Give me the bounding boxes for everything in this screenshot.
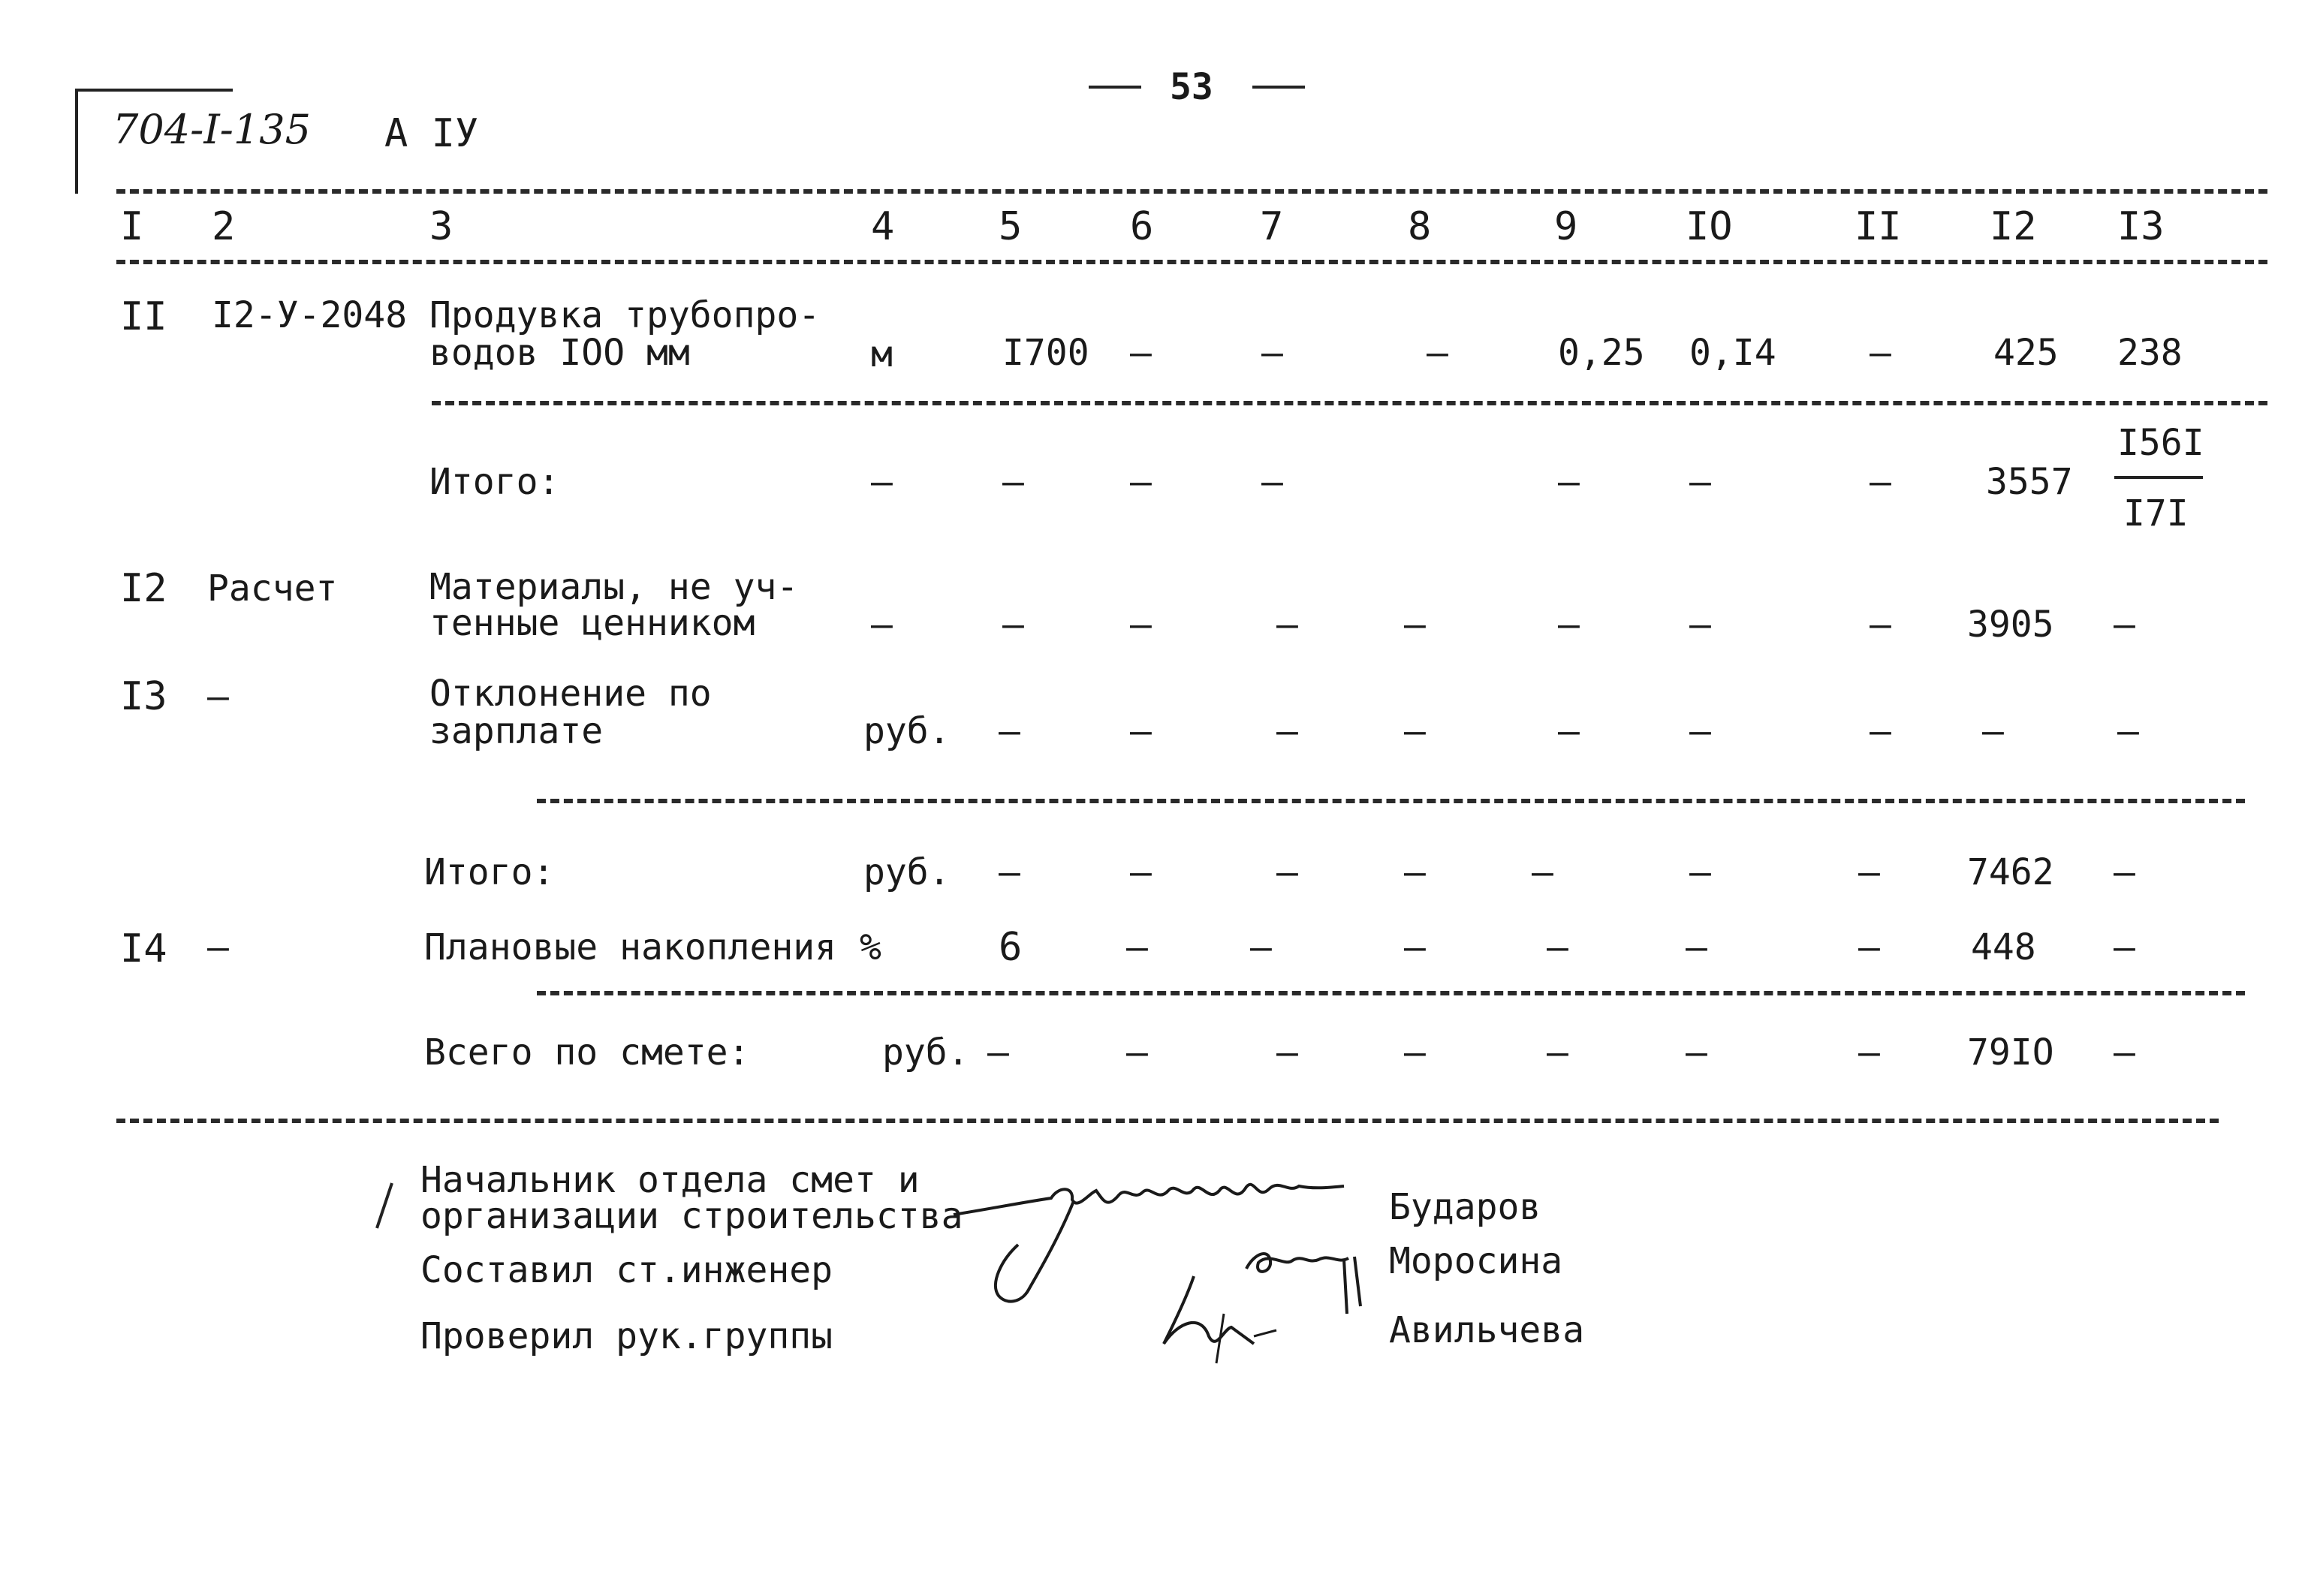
col-num-6: 6 bbox=[1130, 204, 1154, 249]
cell-7: – bbox=[1276, 710, 1298, 752]
cell-9: – bbox=[1558, 461, 1580, 503]
col-num-10: IO bbox=[1686, 204, 1733, 249]
cell-10: – bbox=[1689, 604, 1711, 646]
cell-6: – bbox=[1130, 851, 1152, 893]
cell-12: 79IO bbox=[1967, 1031, 2054, 1074]
cell-11: – bbox=[1870, 332, 1891, 374]
cell-8: – bbox=[1404, 851, 1426, 893]
checker-name: Авильчева bbox=[1389, 1309, 1585, 1351]
page-number-dash-right bbox=[1252, 86, 1305, 89]
cell-10: 0,I4 bbox=[1689, 332, 1776, 374]
cell-12: 448 bbox=[1971, 926, 2036, 968]
cell-9: – bbox=[1558, 604, 1580, 646]
cell-6: – bbox=[1130, 604, 1152, 646]
fraction-numerator: I56I bbox=[2117, 422, 2204, 464]
unit: руб. bbox=[882, 1031, 969, 1074]
cell-8: – bbox=[1427, 332, 1448, 374]
cell-6: – bbox=[1130, 710, 1152, 752]
col-num-4: 4 bbox=[871, 204, 895, 249]
item-name-line2: водов IOO мм bbox=[429, 332, 690, 374]
cell-7: – bbox=[1261, 332, 1283, 374]
cell-13: – bbox=[2114, 604, 2135, 646]
corner-mark-left bbox=[75, 89, 78, 194]
col-num-3: 3 bbox=[429, 204, 453, 249]
cell-8: – bbox=[1404, 710, 1426, 752]
compiler-title: Составил ст.инженер bbox=[420, 1249, 833, 1291]
cell-12: 3557 bbox=[1986, 461, 2073, 503]
cell-6: – bbox=[1130, 332, 1152, 374]
col-num-8: 8 bbox=[1408, 204, 1432, 249]
cell-10: – bbox=[1689, 461, 1711, 503]
cell-10: – bbox=[1689, 851, 1711, 893]
cell-9: – bbox=[1558, 710, 1580, 752]
price-code: Расчет bbox=[207, 568, 338, 610]
item-name-line1: Продувка трубопро- bbox=[429, 294, 821, 336]
cell-11: – bbox=[1870, 710, 1891, 752]
cell-6: – bbox=[1126, 1031, 1148, 1074]
unit: м bbox=[871, 333, 893, 375]
cell-5: – bbox=[1002, 461, 1024, 503]
fraction-line bbox=[2114, 476, 2203, 479]
col-num-9: 9 bbox=[1554, 204, 1578, 249]
cell-12: 7462 bbox=[1967, 851, 2054, 893]
head-name: Бударов bbox=[1389, 1186, 1541, 1228]
row-number: I2 bbox=[120, 566, 167, 611]
cell-10: – bbox=[1689, 710, 1711, 752]
price-code: – bbox=[207, 926, 229, 968]
cell-6: – bbox=[1130, 461, 1152, 503]
item-name-line1: Отклонение по bbox=[429, 673, 712, 715]
unit: руб. bbox=[863, 851, 951, 893]
margin-tick-mark bbox=[372, 1180, 395, 1233]
cell-13: – bbox=[2117, 710, 2139, 752]
cell-11: – bbox=[1858, 1031, 1880, 1074]
cell-13: 238 bbox=[2117, 332, 2183, 374]
grand-total-rule bbox=[537, 991, 2245, 995]
compiler-signature bbox=[1141, 1231, 1366, 1366]
cell-4: – bbox=[871, 604, 893, 646]
cell-5: – bbox=[999, 710, 1020, 752]
cell-11: – bbox=[1858, 926, 1880, 968]
cell-10: – bbox=[1686, 926, 1707, 968]
header-rule-bottom bbox=[116, 260, 2267, 264]
subtotal-label: Итого: bbox=[424, 851, 555, 893]
cell-13: – bbox=[2114, 851, 2135, 893]
cell-6: – bbox=[1126, 926, 1148, 968]
col-num-11: II bbox=[1855, 204, 1902, 249]
cell-5: 6 bbox=[999, 925, 1023, 970]
cell-4: – bbox=[871, 461, 893, 503]
item-name-line2: тенные ценником bbox=[429, 602, 755, 644]
price-code: – bbox=[207, 676, 229, 718]
subtotal-label: Итого: bbox=[429, 461, 560, 503]
checker-title: Проверил рук.группы bbox=[420, 1315, 833, 1357]
col-num-1: I bbox=[120, 204, 144, 249]
cell-12: – bbox=[1982, 710, 2004, 752]
cell-9: 0,25 bbox=[1558, 332, 1645, 374]
col-num-7: 7 bbox=[1260, 204, 1284, 249]
cell-12: 3905 bbox=[1967, 604, 2054, 646]
cell-9: – bbox=[1532, 851, 1553, 893]
col-num-13: I3 bbox=[2117, 204, 2165, 249]
compiler-name: Моросина bbox=[1389, 1240, 1563, 1282]
unit: руб. bbox=[863, 710, 951, 752]
cell-7: – bbox=[1276, 851, 1298, 893]
corner-mark-top bbox=[75, 89, 233, 92]
row-number: I3 bbox=[120, 674, 167, 719]
fraction-denominator: I7I bbox=[2123, 492, 2189, 535]
cell-8: – bbox=[1404, 926, 1426, 968]
cell-7: – bbox=[1250, 926, 1272, 968]
cell-5: – bbox=[999, 851, 1020, 893]
cell-13: – bbox=[2114, 1031, 2135, 1074]
head-title-line1: Начальник отдела смет и bbox=[420, 1159, 920, 1201]
page-number-dash-left bbox=[1089, 86, 1141, 89]
row-number: II bbox=[120, 294, 167, 339]
row-number: I4 bbox=[120, 926, 167, 971]
header-rule-top bbox=[116, 189, 2267, 194]
table-bottom-rule bbox=[116, 1119, 2219, 1123]
cell-11: – bbox=[1870, 461, 1891, 503]
cell-12: 425 bbox=[1993, 332, 2059, 374]
cell-10: – bbox=[1686, 1031, 1707, 1074]
cell-7: – bbox=[1276, 604, 1298, 646]
cell-8: – bbox=[1404, 1031, 1426, 1074]
cell-8: – bbox=[1404, 604, 1426, 646]
item-name-line2: зарплате bbox=[429, 710, 604, 752]
cell-11: – bbox=[1858, 851, 1880, 893]
cell-11: – bbox=[1870, 604, 1891, 646]
subtotal-rule bbox=[432, 401, 2267, 405]
col-num-5: 5 bbox=[999, 204, 1023, 249]
cell-9: – bbox=[1547, 1031, 1568, 1074]
cell-7: – bbox=[1261, 461, 1283, 503]
page-number: 53 bbox=[1170, 66, 1213, 108]
col-num-12: I2 bbox=[1990, 204, 2037, 249]
price-code: I2-У-2048 bbox=[212, 294, 408, 336]
album-code: А IУ bbox=[384, 111, 479, 156]
cell-5: – bbox=[987, 1031, 1009, 1074]
doc-code: 704-I-135 bbox=[113, 106, 311, 153]
cell-9: – bbox=[1547, 926, 1568, 968]
grand-total-label: Всего по смете: bbox=[424, 1031, 750, 1074]
item-name: Плановые накопления bbox=[424, 926, 837, 968]
quantity: I700 bbox=[1002, 332, 1089, 374]
subtotal-rule bbox=[537, 799, 2245, 803]
head-title-line2: организации строительства bbox=[420, 1195, 963, 1237]
col-num-2: 2 bbox=[212, 204, 236, 249]
cell-5: – bbox=[1002, 604, 1024, 646]
item-name-line1: Материалы, не уч- bbox=[429, 566, 799, 608]
cell-7: – bbox=[1276, 1031, 1298, 1074]
cell-13: – bbox=[2114, 926, 2135, 968]
unit: % bbox=[860, 926, 881, 968]
